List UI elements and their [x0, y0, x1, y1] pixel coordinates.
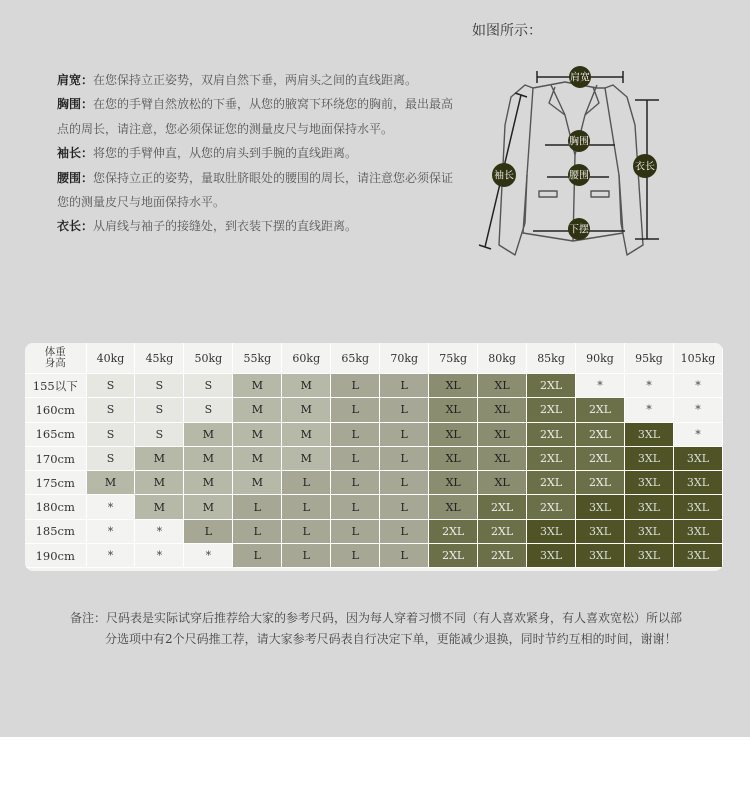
size-cell: 3XL [673, 471, 722, 495]
size-cell: 3XL [624, 544, 673, 568]
size-cell: XL [429, 446, 478, 470]
size-cell: 2XL [478, 544, 527, 568]
height-label: 185cm [25, 519, 86, 543]
height-label: 160cm [25, 398, 86, 422]
size-row [25, 398, 723, 422]
size-cell: 2XL [576, 471, 625, 495]
label-length: 衣长 [635, 161, 655, 173]
size-cell: 2XL [527, 495, 576, 519]
size-cell: L [233, 495, 282, 519]
size-cell: * [135, 544, 184, 568]
size-cell: 3XL [624, 519, 673, 543]
size-cell: 2XL [429, 519, 478, 543]
size-cell: M [282, 422, 331, 446]
size-cell: L [380, 374, 429, 398]
remark-note [70, 608, 700, 650]
size-cell: XL [478, 446, 527, 470]
size-cell: 3XL [576, 544, 625, 568]
weight-header: 55kg [233, 343, 282, 374]
size-cell: 3XL [527, 519, 576, 543]
size-cell: L [331, 422, 380, 446]
size-cell: M [184, 422, 233, 446]
size-cell: L [331, 495, 380, 519]
size-row [25, 422, 723, 446]
weight-header-row [25, 343, 723, 374]
size-cell: 2XL [527, 471, 576, 495]
height-label: 175cm [25, 471, 86, 495]
size-cell: 2XL [576, 398, 625, 422]
size-cell: 2XL [527, 446, 576, 470]
weight-header: 80kg [478, 343, 527, 374]
label-waist: 腰围 [569, 170, 589, 182]
label-chest: 胸围 [569, 136, 589, 148]
size-cell: 2XL [478, 519, 527, 543]
size-cell: S [184, 374, 233, 398]
measurement-definitions [57, 68, 457, 239]
size-cell: * [86, 544, 135, 568]
size-row [25, 471, 723, 495]
size-cell: XL [429, 398, 478, 422]
size-cell: M [233, 422, 282, 446]
size-cell: * [624, 398, 673, 422]
size-cell: L [331, 398, 380, 422]
size-cell: M [233, 446, 282, 470]
size-cell: M [184, 446, 233, 470]
weight-header: 70kg [380, 343, 429, 374]
size-cell: L [233, 544, 282, 568]
size-cell: L [380, 398, 429, 422]
size-cell: 3XL [624, 422, 673, 446]
size-cell: S [86, 422, 135, 446]
size-cell: XL [478, 422, 527, 446]
size-cell: L [380, 446, 429, 470]
height-label: 170cm [25, 446, 86, 470]
size-cell: * [86, 495, 135, 519]
height-label: 180cm [25, 495, 86, 519]
definition-sleeve: 袖长：将您的手臂伸直，从您的肩头到手腕的直线距离。 [57, 146, 358, 161]
size-cell: M [233, 471, 282, 495]
size-cell: * [673, 374, 722, 398]
size-cell: M [135, 495, 184, 519]
size-cell: L [282, 471, 331, 495]
height-label: 165cm [25, 422, 86, 446]
size-cell: * [184, 544, 233, 568]
size-cell: * [624, 374, 673, 398]
size-row [25, 519, 723, 543]
size-cell: L [282, 544, 331, 568]
size-cell: * [135, 519, 184, 543]
size-row [25, 374, 723, 398]
size-cell: S [86, 398, 135, 422]
size-cell: M [184, 495, 233, 519]
size-cell: M [135, 471, 184, 495]
size-cell: L [331, 544, 380, 568]
size-row [25, 495, 723, 519]
size-cell: * [86, 519, 135, 543]
definition-waist: 腰围：您保持立正的姿势，量取肚脐眼处的腰围的周长，请注意您必须保证您的测量皮尺与地面保持水平。 [57, 170, 454, 210]
size-cell: L [380, 495, 429, 519]
size-cell: 3XL [673, 544, 722, 568]
weight-header: 45kg [135, 343, 184, 374]
size-cell: L [331, 519, 380, 543]
size-cell: M [135, 446, 184, 470]
size-cell: XL [429, 422, 478, 446]
size-cell: S [86, 446, 135, 470]
size-cell: 2XL [478, 495, 527, 519]
size-cell: XL [429, 495, 478, 519]
size-cell: M [282, 446, 331, 470]
height-label: 155以下 [25, 374, 86, 398]
size-cell: XL [478, 471, 527, 495]
size-cell: 2XL [576, 446, 625, 470]
label-hem: 下摆 [569, 224, 589, 236]
weight-header: 90kg [576, 343, 625, 374]
size-cell: M [86, 471, 135, 495]
size-cell: L [282, 495, 331, 519]
size-cell: L [282, 519, 331, 543]
weight-header: 95kg [624, 343, 673, 374]
remark-line-1: 备注：尺码表是实际试穿后推荐给大家的参考尺码，因为每人穿着习惯不同（有人喜欢紧身，有人喜欢宽松）所以部 [70, 611, 683, 625]
table-corner-label: 体重 身高 [25, 343, 86, 374]
size-cell: S [135, 422, 184, 446]
size-cell: 3XL [527, 544, 576, 568]
weight-header: 60kg [282, 343, 331, 374]
size-cell: S [135, 374, 184, 398]
size-cell: L [331, 374, 380, 398]
label-shoulder: 肩宽 [570, 72, 590, 84]
size-cell: 3XL [576, 519, 625, 543]
label-sleeve: 袖长 [494, 170, 514, 182]
size-cell: 2XL [527, 422, 576, 446]
size-cell: M [233, 398, 282, 422]
weight-header: 105kg [673, 343, 722, 374]
measurement-lines [479, 71, 659, 249]
height-label: 190cm [25, 544, 86, 568]
size-cell: 3XL [673, 495, 722, 519]
size-cell: XL [478, 374, 527, 398]
size-cell: 3XL [624, 446, 673, 470]
size-cell: XL [429, 471, 478, 495]
weight-header: 75kg [429, 343, 478, 374]
weight-header: 65kg [331, 343, 380, 374]
size-cell: 3XL [624, 471, 673, 495]
size-row [25, 446, 723, 470]
size-row [25, 544, 723, 568]
weight-header: 85kg [527, 343, 576, 374]
size-cell: M [282, 374, 331, 398]
size-cell: 2XL [429, 544, 478, 568]
size-cell: 3XL [576, 495, 625, 519]
definition-shoulder: 肩宽：在您保持立正姿势，双肩自然下垂，两肩头之间的直线距离。 [57, 73, 418, 87]
size-cell: 2XL [527, 398, 576, 422]
size-cell: S [86, 374, 135, 398]
definition-length: 衣长：从肩线与袖子的接缝处，到衣装下摆的直线距离。 [57, 219, 358, 234]
size-cell: L [380, 544, 429, 568]
remark-line-2: 分选项中有2个尺码推工荐，请大家参考尺码表自行决定下单，更能减少退换，同时节约互相的时间，谢谢！ [105, 632, 677, 646]
size-cell: M [282, 398, 331, 422]
size-cell: M [184, 471, 233, 495]
size-cell: L [380, 422, 429, 446]
size-cell: XL [478, 398, 527, 422]
size-chart-table [25, 343, 723, 568]
size-cell: 3XL [673, 519, 722, 543]
weight-header: 50kg [184, 343, 233, 374]
size-cell: 2XL [576, 422, 625, 446]
size-cell: S [135, 398, 184, 422]
size-cell: M [233, 374, 282, 398]
size-chart [25, 343, 723, 571]
diagram-caption: 如图所示： [472, 23, 542, 39]
definition-chest: 胸围：在您的手臂自然放松的下垂，从您的腋窝下环绕您的胸前，最出最高点的周长，请注意，您必须保证您的测量皮尺与地面保持水平。 [57, 97, 454, 136]
size-cell: L [233, 519, 282, 543]
size-cell: 3XL [624, 495, 673, 519]
size-cell: L [331, 446, 380, 470]
size-cell: * [576, 374, 625, 398]
weight-header: 40kg [86, 343, 135, 374]
size-cell: L [380, 519, 429, 543]
size-cell: 3XL [673, 446, 722, 470]
size-cell: S [184, 398, 233, 422]
size-cell: L [380, 471, 429, 495]
jacket-measurement-diagram [475, 55, 675, 270]
size-cell: L [331, 471, 380, 495]
size-cell: * [673, 422, 722, 446]
size-cell: * [673, 398, 722, 422]
size-cell: 2XL [527, 374, 576, 398]
size-cell: XL [429, 374, 478, 398]
size-cell: L [184, 519, 233, 543]
